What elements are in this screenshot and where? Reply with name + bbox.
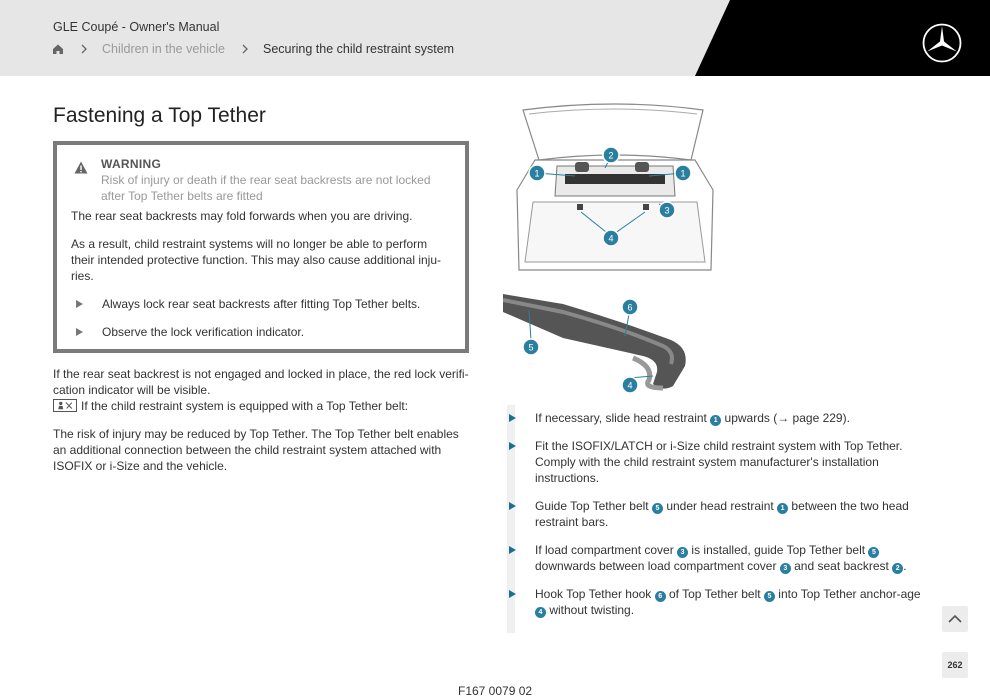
page-number-button[interactable]: 262	[942, 652, 968, 678]
svg-text:2: 2	[608, 150, 614, 161]
step-item: Fit the ISOFIX/LATCH or i-Size child restraint system with Top Tether. Comply with the child restraint system manufacturer's installation instructions.	[507, 438, 927, 486]
breadcrumb	[52, 42, 454, 56]
warning-para-1: The rear seat backrests may fold forwards when you are driving.	[71, 209, 413, 223]
warning-heading: WARNING	[101, 157, 162, 171]
warning-subtitle-2: after Top Tether belts are fitted	[101, 189, 263, 203]
svg-text:3: 3	[664, 205, 670, 216]
top-tether-symbol-icon	[53, 399, 77, 412]
warning-box	[53, 141, 469, 353]
callout-2	[603, 147, 619, 163]
warning-bullet: Always lock rear seat backrests after fitting Top Tether belts.	[71, 296, 451, 312]
step-item: Guide Top Tether belt 5 under head restraint 1 between the two head restraint bars.	[507, 498, 927, 530]
chevron-up-icon	[942, 606, 968, 632]
vehicle-rear-illustration	[505, 100, 725, 280]
svg-text:4: 4	[608, 233, 614, 244]
warning-subtitle-1: Risk of injury or death if the rear seat backrests are not locked	[101, 173, 431, 187]
warning-triangle-icon	[74, 161, 88, 174]
callout-ref: 4	[535, 607, 546, 618]
svg-text:4: 4	[627, 380, 633, 391]
warning-bullets	[71, 296, 451, 340]
callout-ref: 1	[777, 503, 788, 514]
breadcrumb-children[interactable]: Children in the vehicle	[102, 42, 225, 56]
svg-text:5: 5	[528, 342, 534, 353]
top-tether-benefit-para: The risk of injury may be reduced by Top Tether. The Top Tether belt enables an additional connection between the child restraint system attached with ISOFIX or i-Size and the vehicle.	[53, 427, 459, 473]
scroll-top-button[interactable]	[942, 606, 968, 632]
callout-4	[603, 230, 619, 246]
top-tether-hook-illustration	[503, 292, 693, 398]
step-item: If load compartment cover 3 is installed, guide Top Tether belt 5 downwards between load compartment cover 3 and seat backrest 2 .	[507, 542, 927, 574]
chevron-right-icon	[80, 43, 88, 55]
lock-indicator-para: If the rear seat backrest is not engaged and locked in place, the red lock verifi-cation indicator will be visible.	[53, 367, 469, 397]
chevron-right-icon	[241, 43, 249, 55]
callout-1-left	[529, 165, 545, 181]
callout-3	[659, 202, 675, 218]
callout-ref: 6	[655, 591, 666, 602]
page-title: Fastening a Top Tether	[53, 104, 266, 127]
callout-ref: 1	[710, 415, 721, 426]
callout-4-hook	[622, 377, 638, 393]
callout-ref: 2	[892, 563, 903, 574]
step-item: Hook Top Tether hook 6 of Top Tether belt 5 into Top Tether anchor-age 4 without twisting.	[507, 586, 927, 618]
warning-bullet: Observe the lock verification indicator.	[71, 324, 451, 340]
callout-ref: 3	[780, 563, 791, 574]
callout-1-right	[675, 165, 691, 181]
warning-para-2: As a result, child restraint systems will no longer be able to perform their intended protective function. This may also cause additional inju-ries.	[71, 237, 441, 283]
callout-ref: 5	[652, 503, 663, 514]
top-tether-condition-text: If the child restraint system is equipped with a Top Tether belt:	[81, 399, 409, 413]
steps-list	[507, 410, 927, 630]
figure-code: F167 0079 02	[458, 684, 533, 698]
callout-ref: 5	[764, 591, 775, 602]
svg-text:6: 6	[627, 302, 633, 313]
callout-6	[622, 299, 638, 315]
mercedes-star-logo[interactable]	[921, 22, 963, 64]
step-item: If necessary, slide head restraint 1 upwards (→ page 229).	[507, 410, 927, 426]
top-tether-condition	[53, 398, 471, 414]
home-icon[interactable]	[52, 43, 64, 55]
breadcrumb-current: Securing the child restraint system	[263, 42, 455, 56]
callout-5	[523, 339, 539, 355]
manual-title: GLE Coupé - Owner's Manual	[53, 20, 220, 34]
svg-text:1: 1	[680, 168, 686, 179]
callout-ref: 5	[868, 547, 879, 558]
callout-ref: 3	[677, 547, 688, 558]
svg-text:1: 1	[534, 168, 540, 179]
